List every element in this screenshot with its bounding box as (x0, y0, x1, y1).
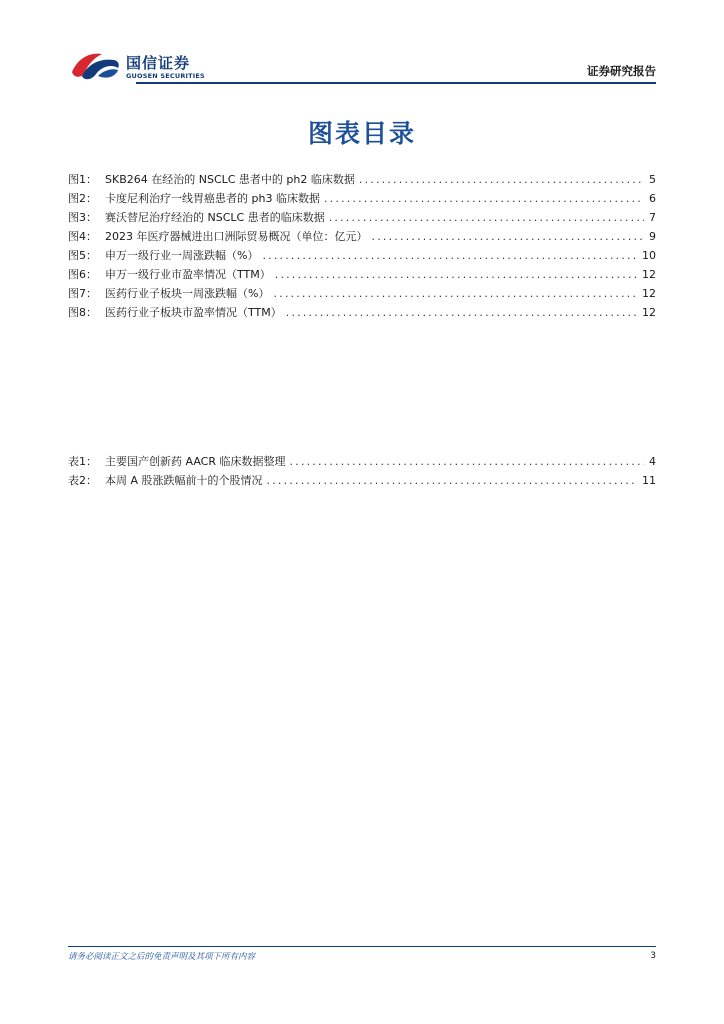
toc-label: 图4： (68, 230, 97, 243)
toc-page-number: 12 (642, 287, 656, 300)
toc-label: 图6： (68, 268, 97, 281)
toc-page-number: 11 (642, 474, 656, 487)
toc-title: 申万一级行业一周涨跌幅（%） (105, 249, 259, 262)
footer-divider (68, 946, 656, 947)
toc-page-number: 6 (649, 192, 656, 205)
toc-page-number: 10 (642, 249, 656, 262)
table-list (68, 452, 656, 490)
guosen-logo-icon (68, 50, 122, 82)
company-logo (68, 48, 208, 84)
toc-label: 图1： (68, 173, 97, 186)
toc-page-number: 9 (649, 230, 656, 243)
toc-entry-table-1[interactable] (68, 452, 656, 471)
dot-leader (275, 265, 638, 284)
report-type-label: 证券研究报告 (587, 64, 656, 78)
dot-leader (286, 303, 638, 322)
dot-leader (273, 284, 638, 303)
dot-leader (324, 189, 644, 208)
header-divider (136, 82, 656, 84)
logo-english-name: GUOSEN SECURITIES (126, 72, 205, 80)
toc-title: 主要国产创新药 AACR 临床数据整理 (105, 455, 286, 468)
dot-leader (267, 471, 638, 490)
toc-entry-figure-7[interactable] (68, 284, 656, 303)
toc-entry-table-2[interactable] (68, 471, 656, 490)
toc-title: 赛沃替尼治疗经治的 NSCLC 患者的临床数据 (105, 211, 325, 224)
dot-leader (262, 246, 638, 265)
toc-entry-figure-8[interactable] (68, 303, 656, 322)
toc-label: 图2： (68, 192, 97, 205)
toc-label: 图7： (68, 287, 97, 300)
toc-label: 图8： (68, 306, 97, 319)
toc-title: 卡度尼利治疗一线胃癌患者的 ph3 临床数据 (105, 192, 320, 205)
toc-title: SKB264 在经治的 NSCLC 患者中的 ph2 临床数据 (105, 173, 355, 186)
toc-label: 图3： (68, 211, 97, 224)
toc-entry-figure-4[interactable] (68, 227, 656, 246)
toc-label: 图5： (68, 249, 97, 262)
toc-title: 2023 年医疗器械进出口洲际贸易概况（单位：亿元） (105, 230, 368, 243)
toc-label: 表2： (68, 474, 97, 487)
dot-leader (289, 452, 644, 471)
toc-entry-figure-5[interactable] (68, 246, 656, 265)
toc-title: 申万一级行业市盈率情况（TTM） (105, 268, 271, 281)
toc-title: 医药行业子板块一周涨跌幅（%） (105, 287, 270, 300)
disclaimer-text: 请务必阅读正文之后的免责声明及其项下所有内容 (68, 952, 256, 962)
toc-entry-figure-1[interactable] (68, 170, 656, 189)
figure-list (68, 170, 656, 322)
toc-page-number: 12 (642, 306, 656, 319)
toc-page-number: 12 (642, 268, 656, 281)
logo-chinese-name: 国信证券 (126, 54, 191, 72)
dot-leader (329, 208, 644, 227)
page-number: 3 (650, 951, 656, 961)
toc-page-number: 5 (649, 173, 656, 186)
toc-entry-figure-2[interactable] (68, 189, 656, 208)
page-header (68, 48, 656, 84)
toc-title: 本周 A 股涨跌幅前十的个股情况 (105, 474, 263, 487)
toc-title: 医药行业子板块市盈率情况（TTM） (105, 306, 282, 319)
toc-entry-figure-3[interactable] (68, 208, 656, 227)
toc-page-number: 4 (649, 455, 656, 468)
dot-leader (372, 227, 645, 246)
toc-page-number: 7 (649, 211, 656, 224)
page-title: 图表目录 (307, 119, 416, 148)
toc-entry-figure-6[interactable] (68, 265, 656, 284)
dot-leader (359, 170, 644, 189)
toc-label: 表1： (68, 455, 97, 468)
